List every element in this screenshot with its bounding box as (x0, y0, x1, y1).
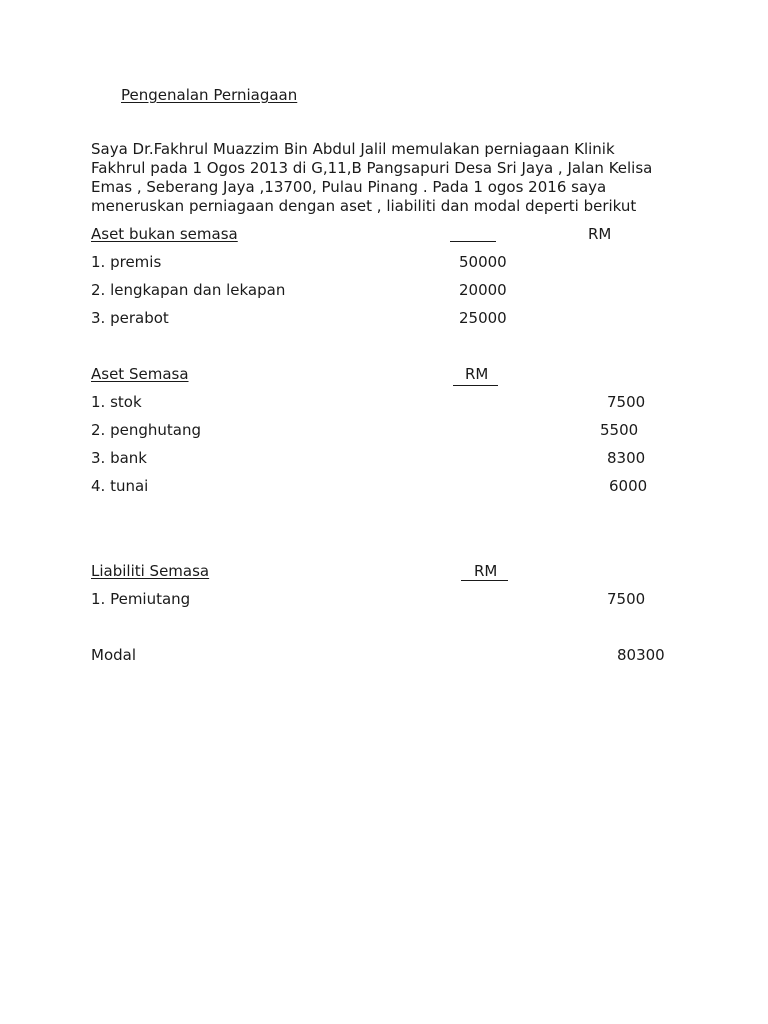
aset-bukan-semasa-rule (450, 241, 496, 242)
list-item-value: 50000 (459, 253, 507, 271)
list-item-label: 1. stok (91, 393, 142, 411)
list-item-label: 4. tunai (91, 477, 149, 495)
liabiliti-semasa-heading-text: Liabiliti Semasa (91, 562, 210, 580)
list-item-value: 6000 (609, 477, 648, 495)
intro-line: Fakhrul pada 1 Ogos 2013 di G,11,B Pangsapuri Desa Sri Jaya , Jalan Kelisa (91, 159, 653, 177)
list-item-label: 2. lengkapan dan lekapan (91, 281, 286, 299)
modal-label: Modal (91, 646, 136, 664)
list-item-value: 8300 (607, 449, 646, 467)
intro-line: Emas , Seberang Jaya ,13700, Pulau Pinang . Pada 1 ogos 2016 saya (91, 178, 607, 196)
aset-semasa-heading (91, 365, 189, 383)
list-item-label: 2. penghutang (91, 421, 201, 439)
list-item-label: 3. perabot (91, 309, 169, 327)
list-item-value: 25000 (459, 309, 507, 327)
intro-line: Saya Dr.Fakhrul Muazzim Bin Abdul Jalil memulakan perniagaan Klinik (91, 140, 615, 158)
page-title: Pengenalan Perniagaan (121, 86, 298, 104)
liabiliti-semasa-rule (461, 580, 508, 581)
aset-bukan-semasa-currency: RM (588, 225, 612, 243)
aset-semasa-rule (453, 385, 498, 386)
intro-line: meneruskan perniagaan dengan aset , liabiliti dan modal deperti berikut (91, 197, 637, 215)
aset-bukan-semasa-heading-text: Aset bukan semasa (91, 225, 238, 243)
list-item-label: 1. Pemiutang (91, 590, 191, 608)
list-item-value: 20000 (459, 281, 507, 299)
list-item-label: 3. bank (91, 449, 147, 467)
aset-semasa-heading-text: Aset Semasa (91, 365, 189, 383)
liabiliti-semasa-currency: RM (474, 562, 498, 580)
list-item-label: 1. premis (91, 253, 162, 271)
aset-semasa-currency: RM (465, 365, 489, 383)
modal-value: 80300 (617, 646, 665, 664)
list-item-value: 7500 (607, 590, 646, 608)
list-item-value: 7500 (607, 393, 646, 411)
list-item-value: 5500 (600, 421, 639, 439)
liabiliti-semasa-heading (91, 562, 209, 580)
intro-paragraph (91, 140, 691, 216)
aset-bukan-semasa-heading (91, 225, 238, 243)
